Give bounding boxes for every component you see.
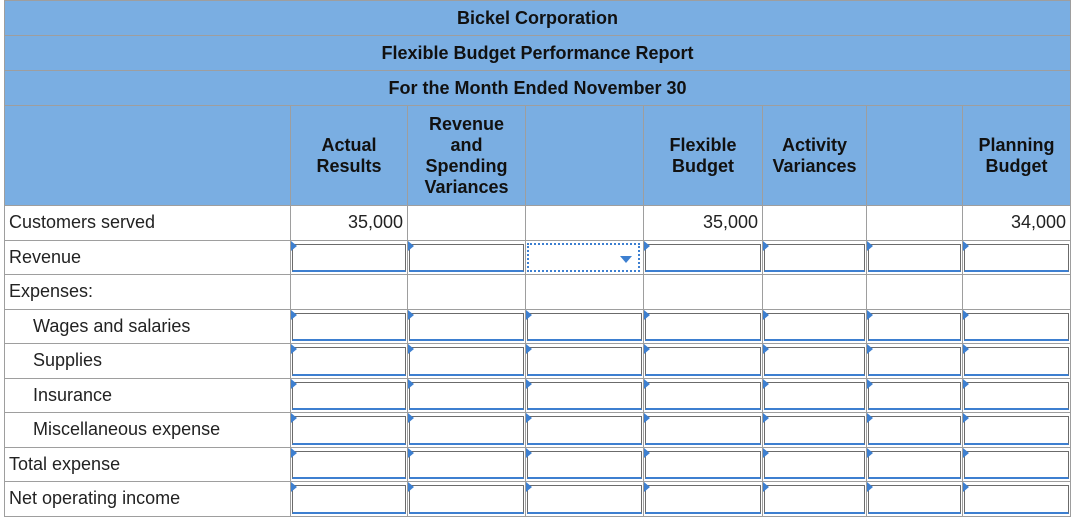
input-marker-icon — [763, 448, 769, 458]
variance-type-dropdown[interactable] — [527, 243, 640, 273]
input-cell[interactable] — [867, 344, 963, 379]
input-cell[interactable] — [526, 378, 644, 413]
input-marker-icon — [963, 310, 969, 320]
amount-input[interactable] — [292, 451, 406, 480]
label-input[interactable] — [868, 416, 961, 445]
header-line: Planning — [978, 134, 1055, 155]
input-cell[interactable] — [644, 378, 763, 413]
input-cell[interactable] — [963, 309, 1071, 344]
amount-input[interactable] — [292, 416, 406, 445]
row-label: Supplies — [5, 344, 291, 379]
amount-input[interactable] — [645, 244, 761, 273]
label-input[interactable] — [527, 347, 642, 376]
input-marker-icon — [867, 310, 873, 320]
label-input[interactable] — [527, 485, 642, 514]
header-flexible-budget — [644, 106, 763, 206]
header-line: Spending — [425, 155, 508, 176]
header-line: Budget — [985, 155, 1048, 176]
header-line: Variances — [424, 176, 509, 197]
header-line: and — [450, 134, 483, 155]
row-miscellaneous-expense — [5, 413, 1071, 448]
amount-input[interactable] — [409, 416, 524, 445]
input-marker-icon — [867, 482, 873, 492]
input-marker-icon — [963, 241, 969, 251]
amount-input[interactable] — [964, 244, 1069, 273]
empty-cell — [644, 275, 763, 310]
input-cell[interactable] — [644, 309, 763, 344]
input-cell[interactable] — [867, 240, 963, 275]
input-cell[interactable] — [867, 413, 963, 448]
input-cell[interactable] — [763, 378, 867, 413]
input-marker-icon — [408, 241, 414, 251]
input-cell[interactable] — [963, 240, 1071, 275]
header-line: Flexible — [669, 134, 737, 155]
input-cell[interactable] — [408, 413, 526, 448]
row-label: Total expense — [5, 447, 291, 482]
input-marker-icon — [867, 379, 873, 389]
input-cell[interactable] — [291, 309, 408, 344]
input-cell[interactable] — [963, 344, 1071, 379]
report-title: Flexible Budget Performance Report — [5, 36, 1071, 71]
chevron-down-icon — [620, 256, 632, 263]
input-cell[interactable] — [291, 344, 408, 379]
input-cell[interactable] — [526, 309, 644, 344]
amount-input[interactable] — [409, 382, 524, 411]
row-customers-served — [5, 206, 1071, 241]
input-marker-icon — [644, 241, 650, 251]
input-marker-icon — [291, 344, 297, 354]
planning-customers-value: 34,000 — [963, 206, 1071, 241]
row-wages-and-salaries — [5, 309, 1071, 344]
input-cell[interactable] — [408, 447, 526, 482]
input-cell[interactable] — [867, 447, 963, 482]
amount-input[interactable] — [292, 382, 406, 411]
row-label: Customers served — [5, 206, 291, 241]
input-cell[interactable] — [763, 413, 867, 448]
input-cell[interactable] — [867, 309, 963, 344]
input-marker-icon — [644, 379, 650, 389]
input-cell[interactable] — [763, 447, 867, 482]
input-marker-icon — [963, 413, 969, 423]
input-cell[interactable] — [867, 378, 963, 413]
input-cell[interactable] — [291, 447, 408, 482]
variance-type-dropdown-cell[interactable] — [526, 240, 644, 275]
amount-input[interactable] — [964, 451, 1069, 480]
label-input[interactable] — [527, 382, 642, 411]
empty-cell — [763, 275, 867, 310]
input-cell[interactable] — [291, 482, 408, 517]
row-net-operating-income — [5, 482, 1071, 517]
row-label: Insurance — [5, 378, 291, 413]
label-input[interactable] — [527, 451, 642, 480]
amount-input[interactable] — [645, 382, 761, 411]
amount-input[interactable] — [764, 451, 865, 480]
input-cell[interactable] — [408, 309, 526, 344]
header-line: Budget — [672, 155, 734, 176]
amount-input[interactable] — [964, 416, 1069, 445]
empty-cell — [408, 275, 526, 310]
input-marker-icon — [526, 413, 532, 423]
input-cell[interactable] — [526, 344, 644, 379]
row-insurance — [5, 378, 1071, 413]
input-marker-icon — [408, 310, 414, 320]
amount-input[interactable] — [292, 347, 406, 376]
amount-input[interactable] — [292, 485, 406, 514]
empty-cell — [867, 275, 963, 310]
label-input[interactable] — [868, 244, 961, 273]
header-revenue-spending-variances — [408, 106, 526, 206]
input-cell[interactable] — [408, 240, 526, 275]
input-marker-icon — [963, 448, 969, 458]
row-label: Miscellaneous expense — [5, 413, 291, 448]
input-cell[interactable] — [763, 240, 867, 275]
input-marker-icon — [644, 310, 650, 320]
input-cell[interactable] — [644, 413, 763, 448]
amount-input[interactable] — [292, 244, 406, 273]
input-marker-icon — [763, 413, 769, 423]
input-cell[interactable] — [867, 482, 963, 517]
empty-cell — [763, 206, 867, 241]
amount-input[interactable] — [409, 347, 524, 376]
input-cell[interactable] — [763, 309, 867, 344]
input-marker-icon — [644, 482, 650, 492]
empty-cell — [526, 275, 644, 310]
input-marker-icon — [291, 448, 297, 458]
amount-input[interactable] — [645, 347, 761, 376]
amount-input[interactable] — [645, 313, 761, 342]
amount-input[interactable] — [764, 244, 865, 273]
input-marker-icon — [526, 482, 532, 492]
input-marker-icon — [963, 344, 969, 354]
label-input[interactable] — [868, 347, 961, 376]
amount-input[interactable] — [964, 347, 1069, 376]
input-marker-icon — [291, 413, 297, 423]
row-label: Wages and salaries — [5, 309, 291, 344]
input-cell[interactable] — [763, 344, 867, 379]
amount-input[interactable] — [764, 313, 865, 342]
actual-customers-value: 35,000 — [291, 206, 408, 241]
input-marker-icon — [963, 482, 969, 492]
input-cell[interactable] — [963, 482, 1071, 517]
input-marker-icon — [526, 448, 532, 458]
header-planning-budget — [963, 106, 1071, 206]
amount-input[interactable] — [764, 416, 865, 445]
input-cell[interactable] — [291, 240, 408, 275]
label-input[interactable] — [868, 451, 961, 480]
input-cell[interactable] — [963, 447, 1071, 482]
amount-input[interactable] — [964, 485, 1069, 514]
input-cell[interactable] — [526, 413, 644, 448]
label-input[interactable] — [868, 313, 961, 342]
header-line: Variances — [772, 155, 857, 176]
input-marker-icon — [763, 482, 769, 492]
input-cell[interactable] — [963, 413, 1071, 448]
input-marker-icon — [291, 310, 297, 320]
header-line: Actual — [321, 134, 377, 155]
empty-cell — [291, 275, 408, 310]
input-marker-icon — [867, 413, 873, 423]
input-marker-icon — [526, 310, 532, 320]
input-marker-icon — [644, 448, 650, 458]
header-blank — [5, 106, 291, 206]
input-marker-icon — [763, 344, 769, 354]
amount-input[interactable] — [964, 313, 1069, 342]
input-cell[interactable] — [644, 240, 763, 275]
input-marker-icon — [963, 379, 969, 389]
header-blank-label-column-2 — [867, 106, 963, 206]
header-line: Revenue — [428, 113, 505, 134]
label-input[interactable] — [527, 313, 642, 342]
header-activity-variances — [763, 106, 867, 206]
input-marker-icon — [526, 379, 532, 389]
amount-input[interactable] — [645, 451, 761, 480]
label-input[interactable] — [868, 485, 961, 514]
input-marker-icon — [291, 241, 297, 251]
row-expenses-heading — [5, 275, 1071, 310]
row-label: Expenses: — [5, 275, 291, 310]
input-cell[interactable] — [644, 344, 763, 379]
input-marker-icon — [763, 379, 769, 389]
input-cell[interactable] — [763, 482, 867, 517]
input-marker-icon — [291, 379, 297, 389]
input-cell[interactable] — [291, 413, 408, 448]
amount-input[interactable] — [764, 382, 865, 411]
amount-input[interactable] — [764, 347, 865, 376]
input-cell[interactable] — [644, 447, 763, 482]
amount-input[interactable] — [292, 313, 406, 342]
input-marker-icon — [408, 344, 414, 354]
amount-input[interactable] — [409, 451, 524, 480]
label-input[interactable] — [868, 382, 961, 411]
empty-cell — [526, 206, 644, 241]
header-blank-label-column — [526, 106, 644, 206]
input-marker-icon — [867, 448, 873, 458]
input-marker-icon — [644, 413, 650, 423]
input-marker-icon — [867, 241, 873, 251]
input-marker-icon — [408, 482, 414, 492]
input-cell[interactable] — [526, 447, 644, 482]
empty-cell — [867, 206, 963, 241]
input-cell[interactable] — [526, 482, 644, 517]
amount-input[interactable] — [645, 485, 761, 514]
input-cell[interactable] — [291, 378, 408, 413]
amount-input[interactable] — [409, 485, 524, 514]
company-name: Bickel Corporation — [5, 1, 1071, 36]
header-line: Results — [316, 155, 382, 176]
input-marker-icon — [408, 379, 414, 389]
input-marker-icon — [867, 344, 873, 354]
amount-input[interactable] — [645, 416, 761, 445]
header-line: Activity — [781, 134, 848, 155]
input-cell[interactable] — [408, 482, 526, 517]
label-input[interactable] — [527, 416, 642, 445]
input-marker-icon — [408, 413, 414, 423]
input-marker-icon — [291, 482, 297, 492]
input-marker-icon — [408, 448, 414, 458]
amount-input[interactable] — [964, 382, 1069, 411]
row-total-expense — [5, 447, 1071, 482]
row-label: Net operating income — [5, 482, 291, 517]
performance-report-table — [4, 0, 1071, 517]
input-marker-icon — [644, 344, 650, 354]
empty-cell — [408, 206, 526, 241]
header-actual-results — [291, 106, 408, 206]
amount-input[interactable] — [764, 485, 865, 514]
empty-cell — [963, 275, 1071, 310]
amount-input[interactable] — [409, 244, 524, 273]
report-period: For the Month Ended November 30 — [5, 71, 1071, 106]
row-supplies — [5, 344, 1071, 379]
flexible-customers-value: 35,000 — [644, 206, 763, 241]
input-cell[interactable] — [408, 344, 526, 379]
input-cell[interactable] — [408, 378, 526, 413]
input-marker-icon — [763, 310, 769, 320]
input-marker-icon — [763, 241, 769, 251]
input-cell[interactable] — [963, 378, 1071, 413]
input-cell[interactable] — [644, 482, 763, 517]
amount-input[interactable] — [409, 313, 524, 342]
row-revenue — [5, 240, 1071, 275]
row-label: Revenue — [5, 240, 291, 275]
input-marker-icon — [526, 344, 532, 354]
